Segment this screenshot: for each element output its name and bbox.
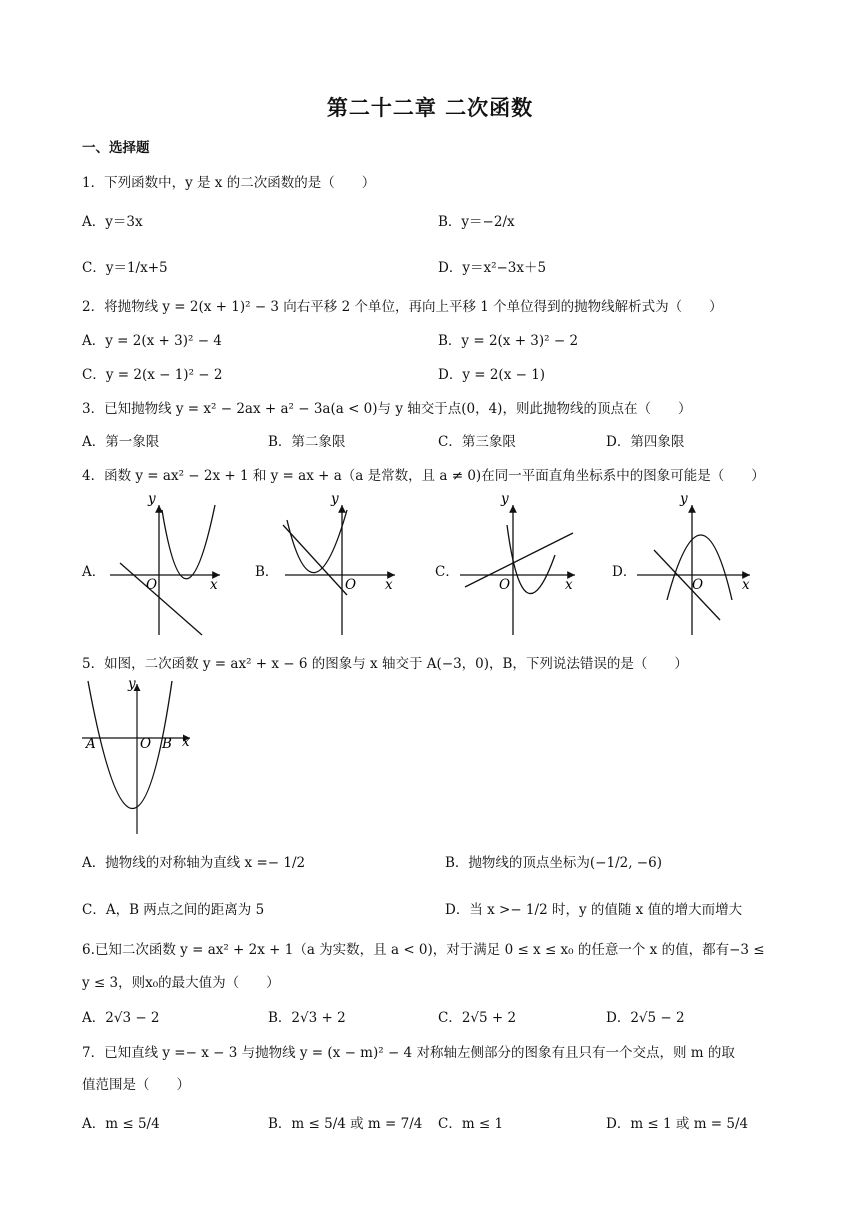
origin-label: O <box>692 577 704 593</box>
q4-option-d: D． <box>612 564 637 580</box>
axis-x-label: x <box>565 577 573 593</box>
axis-y-label: y <box>331 495 339 507</box>
origin-label: O <box>345 577 357 593</box>
q6-option-a: A．2√3 − 2 <box>82 1010 160 1026</box>
question-6-stem-line-1: 6.已知二次函数 y = ax² + 2x + 1（a 为实数，且 a < 0)，对于满足 0 ≤ x ≤ x₀ 的任意一个 x 的值，都有−3 ≤ <box>82 942 765 958</box>
q6-option-c: C．2√5 + 2 <box>438 1010 517 1026</box>
q2-option-d: D．y = 2(x − 1) <box>438 367 546 383</box>
axis-x-label: x <box>742 577 750 593</box>
question-5-stem: 5．如图，二次函数 y = ax² + x − 6 的图象与 x 轴交于 A(−3，0)，B，下列说法错误的是（ ） <box>82 656 688 672</box>
question-7-stem-line-2: 值范围是（ ） <box>82 1077 190 1093</box>
q3-option-b: B．第二象限 <box>268 434 346 450</box>
q3-option-a: A．第一象限 <box>82 434 160 450</box>
q6-option-d: D．2√5 − 2 <box>606 1010 685 1026</box>
origin-label: O <box>146 577 158 593</box>
q4-graph-b <box>275 495 405 640</box>
q7-option-a: A．m ≤ 5/4 <box>82 1116 160 1132</box>
axis-x-label: x <box>385 577 393 593</box>
q4-option-b: B． <box>255 564 279 580</box>
point-a-label: A <box>86 736 96 752</box>
q5-option-a: A．抛物线的对称轴为直线 x =− 1/2 <box>82 855 306 871</box>
q2-option-a: A．y = 2(x + 3)² − 4 <box>82 333 222 349</box>
q5-option-c: C．A，B 两点之间的距离为 5 <box>82 902 265 918</box>
q3-option-c: C．第三象限 <box>438 434 516 450</box>
q4-option-a: A． <box>82 564 106 580</box>
q4-graph-c <box>455 495 585 640</box>
axis-y-label: y <box>128 676 136 692</box>
q2-option-c: C．y = 2(x − 1)² − 2 <box>82 367 223 383</box>
q1-option-b: B．y＝−2/x <box>438 214 515 230</box>
q2-option-b: B．y = 2(x + 3)² − 2 <box>438 333 579 349</box>
q4-graph-d <box>632 495 762 640</box>
q7-option-d: D．m ≤ 1 或 m = 5/4 <box>606 1116 749 1132</box>
point-b-label: B <box>162 736 172 752</box>
axis-y-label: y <box>148 495 156 507</box>
q1-option-c: C．y＝1/x+5 <box>82 260 168 276</box>
question-7-stem-line-1: 7．已知直线 y =− x − 3 与抛物线 y = (x − m)² − 4 对称轴左侧部分的图象有且只有一个交点，则 m 的取 <box>82 1045 735 1061</box>
axis-x-label: x <box>210 577 218 593</box>
q1-option-a: A．y＝3x <box>82 214 143 230</box>
q5-option-b: B．抛物线的顶点坐标为(−1/2, −6) <box>445 855 662 871</box>
q3-option-d: D．第四象限 <box>606 434 685 450</box>
question-4-stem: 4．函数 y = ax² − 2x + 1 和 y = ax + a（a 是常数，且 a ≠ 0)在同一平面直角坐标系中的图象可能是（ ） <box>82 468 765 484</box>
question-3-stem: 3．已知抛物线 y = x² − 2ax + a² − 3a(a < 0)与 y 轴交于点(0，4)，则此抛物线的顶点在（ ） <box>82 401 692 417</box>
axis-x-label: x <box>182 734 190 750</box>
q4-graph-a <box>100 495 230 640</box>
q5-graph <box>80 676 195 836</box>
q1-option-d: D．y＝x²−3x＋5 <box>438 260 547 276</box>
origin-label: O <box>140 736 152 752</box>
q5-option-d: D．当 x >− 1/2 时，y 的值随 x 值的增大而增大 <box>445 902 743 918</box>
q6-option-b: B．2√3 + 2 <box>268 1010 346 1026</box>
origin-label: O <box>499 577 511 593</box>
question-1-stem: 1．下列函数中，y 是 x 的二次函数的是（ ） <box>82 175 376 191</box>
question-2-stem: 2．将抛物线 y = 2(x + 1)² − 3 向右平移 2 个单位，再向上平移 1 个单位得到的抛物线解析式为（ ） <box>82 299 723 315</box>
axis-y-label: y <box>501 495 509 507</box>
q4-option-c: C． <box>435 564 459 580</box>
question-6-stem-line-2: y ≤ 3，则x₀的最大值为（ ） <box>82 975 280 991</box>
q7-option-c: C．m ≤ 1 <box>438 1116 504 1132</box>
axis-y-label: y <box>680 495 688 507</box>
section-heading: 一、选择题 <box>82 140 150 156</box>
page-title: 第二十二章 二次函数 <box>326 96 534 120</box>
q7-option-b: B．m ≤ 5/4 或 m = 7/4 <box>268 1116 423 1132</box>
